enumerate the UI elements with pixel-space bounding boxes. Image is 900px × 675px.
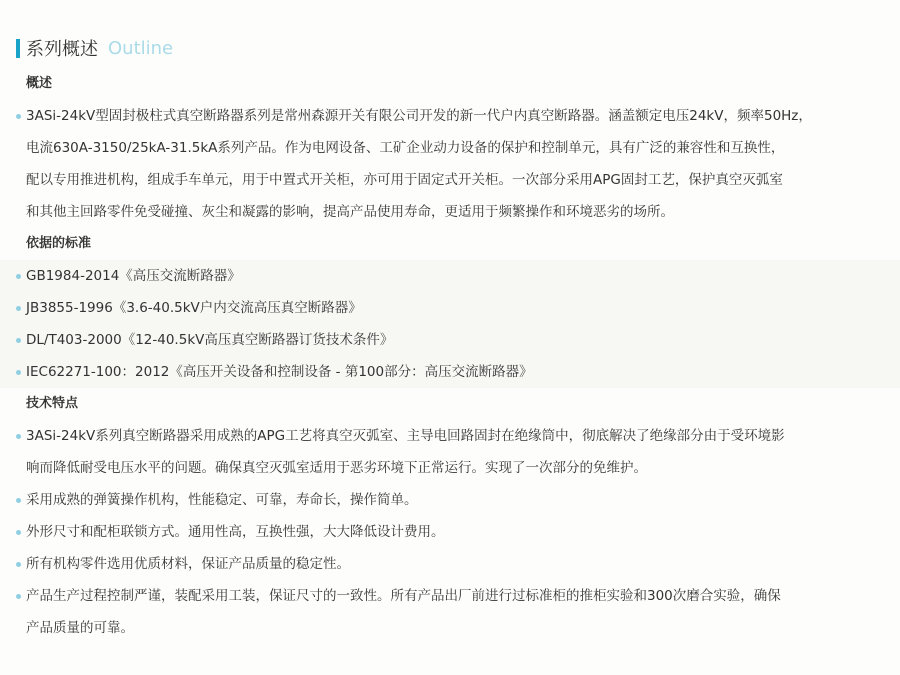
feature-item: 产品生产过程控制严谨，装配采用工装，保证尺寸的一致性。所有产品出厂前进行过标准柜的推柜实验和300次磨合实验，确保: [0, 580, 900, 612]
section-header: [16, 36, 173, 60]
bullet-dot-icon: [16, 338, 21, 343]
standard-item: JB3855-1996《3.6-40.5kV户内交流高压真空断路器》: [0, 292, 900, 324]
standard-item: GB1984-2014《高压交流断路器》: [0, 260, 900, 292]
standard-item: IEC62271-100：2012《高压开关设备和控制设备 - 第100部分：高压交流断路器》: [0, 356, 900, 388]
title-accent-bar: [16, 39, 20, 58]
standards-heading: 依据的标准: [26, 236, 92, 251]
overview-line: 和其他主回路零件免受碰撞、灰尘和凝露的影响，提高产品使用寿命，更适用于频繁操作和环境恶劣的场所。: [26, 204, 674, 220]
bullet-dot-icon: [16, 530, 21, 535]
feature-item-continuation: 产品质量的可靠。: [26, 620, 134, 636]
bullet-dot-icon: [16, 434, 21, 439]
outline-content: [0, 68, 900, 644]
features-heading: 技术特点: [26, 396, 79, 411]
bullet-dot-icon: [16, 370, 21, 375]
bullet-dot-icon: [16, 114, 21, 119]
feature-item-continuation: 响而降低耐受电压水平的问题。确保真空灭弧室适用于恶劣环境下正常运行。实现了一次部分的免维护。: [26, 460, 647, 476]
bullet-dot-icon: [16, 498, 21, 503]
section-title: 系列概述: [26, 39, 98, 60]
standard-item: DL/T403-2000《12-40.5kV高压真空断路器订货技术条件》: [0, 324, 900, 356]
feature-item: 3ASi-24kV系列真空断路器采用成熟的APG工艺将真空灭弧室、主导电回路固封在绝缘筒中，彻底解决了绝缘部分由于受环境影: [0, 420, 900, 452]
overview-heading: 概述: [26, 76, 53, 91]
feature-item: 所有机构零件选用优质材料，保证产品质量的稳定性。: [0, 548, 900, 580]
bullet-dot-icon: [16, 306, 21, 311]
overview-line: 电流630A-3150/25kA-31.5kA系列产品。作为电网设备、工矿企业动力设备的保护和控制单元，具有广泛的兼容性和互换性，: [26, 140, 785, 156]
overview-line: 配以专用推进机构，组成手车单元，用于中置式开关柜，亦可用于固定式开关柜。一次部分采用APG固封工艺，保护真空灭弧室: [26, 172, 783, 188]
bullet-dot-icon: [16, 274, 21, 279]
overview-line: 3ASi-24kV型固封极柱式真空断路器系列是常州森源开关有限公司开发的新一代户内真空断路器。涵盖额定电压24kV，频率50Hz，: [0, 100, 900, 132]
section-subtitle: Outline: [108, 37, 174, 59]
bullet-dot-icon: [16, 562, 21, 567]
bullet-dot-icon: [16, 594, 21, 599]
feature-item: 外形尺寸和配柜联锁方式。通用性高，互换性强，大大降低设计费用。: [0, 516, 900, 548]
feature-item: 采用成熟的弹簧操作机构，性能稳定、可靠，寿命长，操作简单。: [0, 484, 900, 516]
